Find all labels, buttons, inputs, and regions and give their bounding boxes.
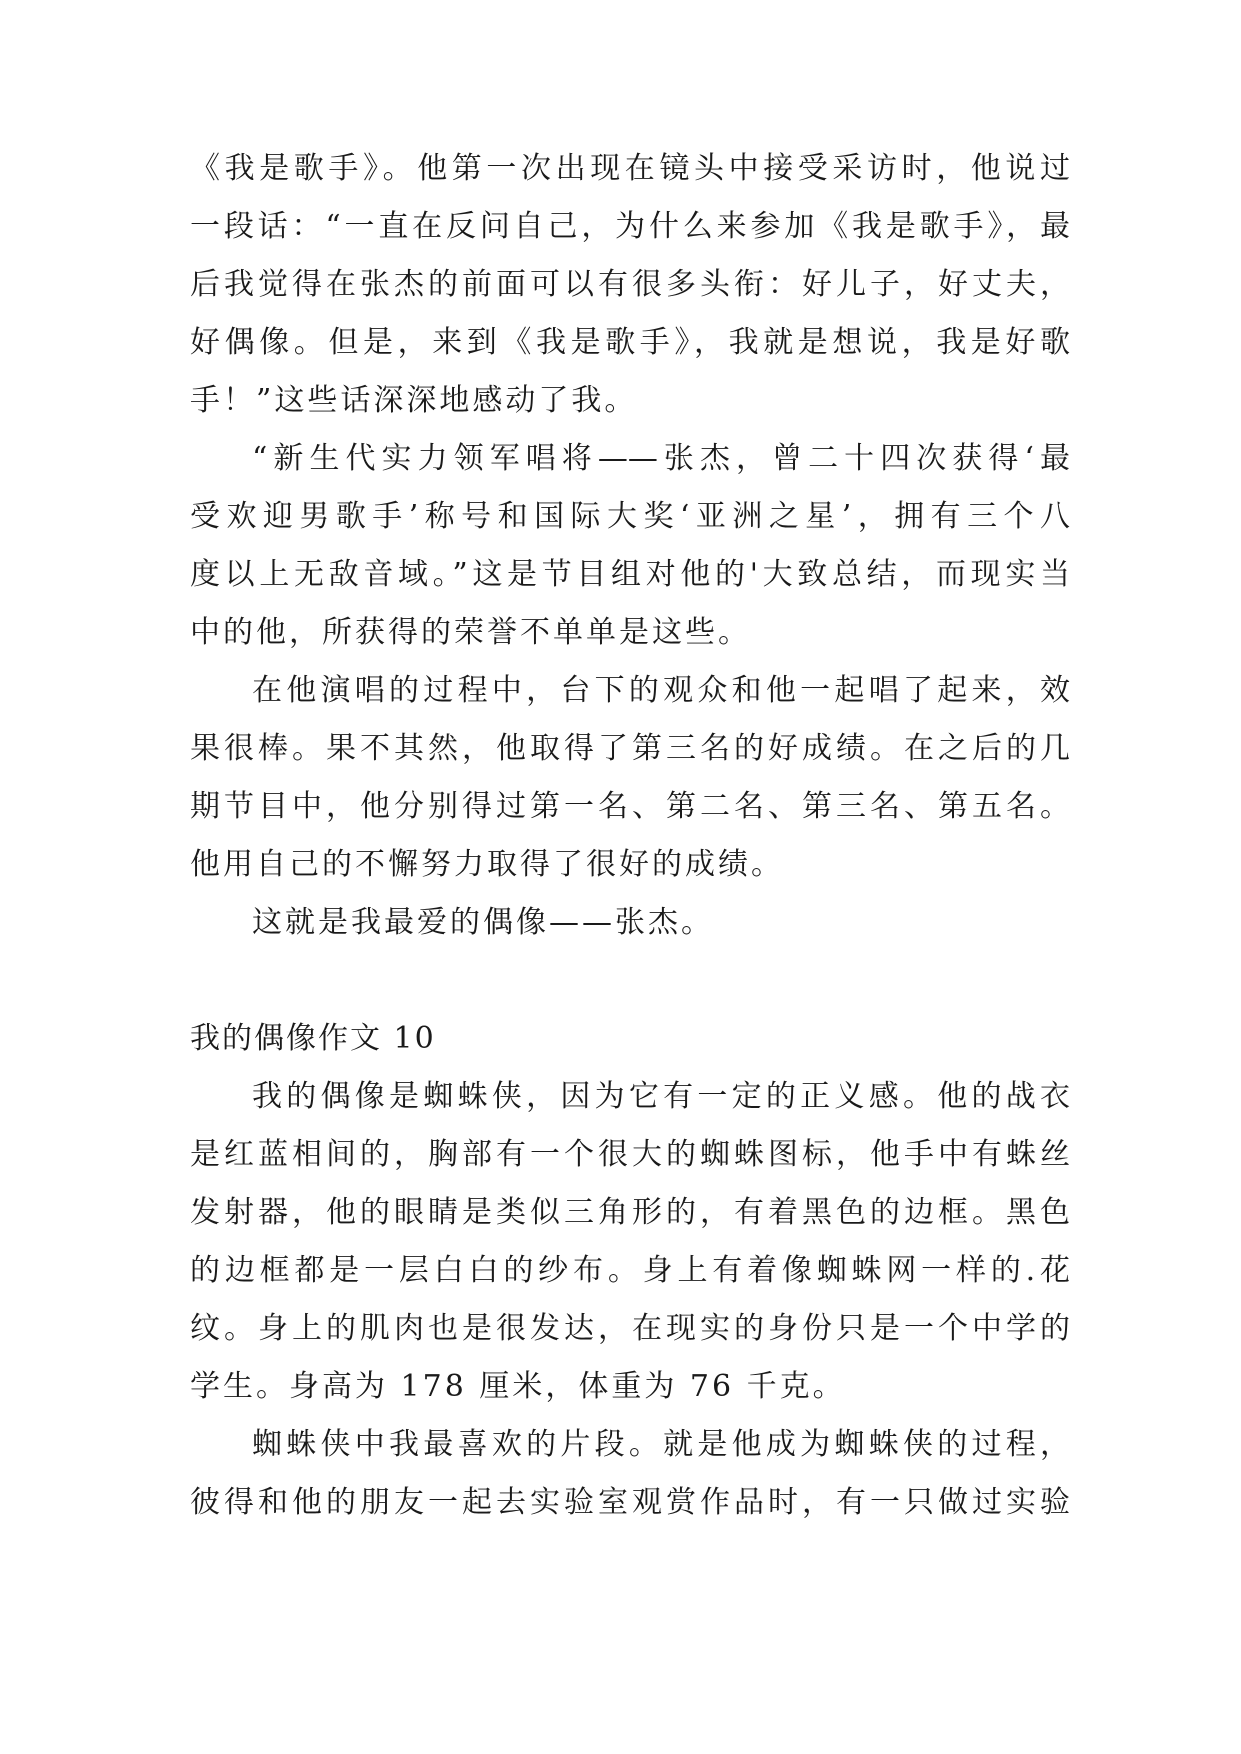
text-line: 是红蓝相间的，胸部有一个很大的蜘蛛图标，他手中有蛛丝 — [190, 1137, 1070, 1172]
text-line: 果很棒。果不其然，他取得了第三名的好成绩。在之后的几 — [190, 731, 1070, 766]
text-line: 彼得和他的朋友一起去实验室观赏作品时，有一只做过实验 — [190, 1485, 1070, 1520]
text-line: 中的他，所获得的荣誉不单单是这些。 — [190, 615, 751, 650]
text-line: 纹。身上的肌肉也是很发达，在现实的身份只是一个中学的 — [190, 1311, 1070, 1346]
paragraph-first-line: 蜘蛛侠中我最喜欢的片段。就是他成为蜘蛛侠的过程， — [252, 1427, 1070, 1462]
text-line: 一段话：“一直在反问自己，为什么来参加《我是歌手》，最 — [190, 209, 1070, 244]
paragraph-first-line: 在他演唱的过程中，台下的观众和他一起唱了起来，效 — [252, 673, 1070, 708]
section-heading: 我的偶像作文 10 — [190, 1021, 436, 1056]
text-line: 学生。身高为 178 厘米，体重为 76 千克。 — [190, 1369, 846, 1404]
paragraph-first-line: 我的偶像是蜘蛛侠，因为它有一定的正义感。他的战衣 — [252, 1079, 1070, 1114]
text-line: 后我觉得在张杰的前面可以有很多头衔：好儿子，好丈夫， — [190, 267, 1070, 302]
text-line: 好偶像。但是，来到《我是歌手》，我就是想说，我是好歌 — [190, 325, 1070, 360]
text-line: 期节目中，他分别得过第一名、第二名、第三名、第五名。 — [190, 789, 1070, 824]
text-line: 《我是歌手》。他第一次出现在镜头中接受采访时，他说过 — [190, 151, 1070, 186]
text-line: 手！”这些话深深地感动了我。 — [190, 383, 638, 418]
text-line: 度以上无敌音域。”这是节目组对他的'大致总结，而现实当 — [190, 557, 1070, 592]
text-line: 发射器，他的眼睛是类似三角形的，有着黑色的边框。黑色 — [190, 1195, 1070, 1230]
text-line: 他用自己的不懈努力取得了很好的成绩。 — [190, 847, 784, 882]
paragraph-first-line: “新生代实力领军唱将——张杰，曾二十四次获得‘最 — [252, 441, 1070, 476]
text-line: 受欢迎男歌手’称号和国际大奖‘亚洲之星’，拥有三个八 — [190, 499, 1070, 534]
paragraph-first-line: 这就是我最爱的偶像——张杰。 — [252, 905, 714, 940]
text-line: 的边框都是一层白白的纱布。身上有着像蜘蛛网一样的.花 — [190, 1253, 1070, 1288]
